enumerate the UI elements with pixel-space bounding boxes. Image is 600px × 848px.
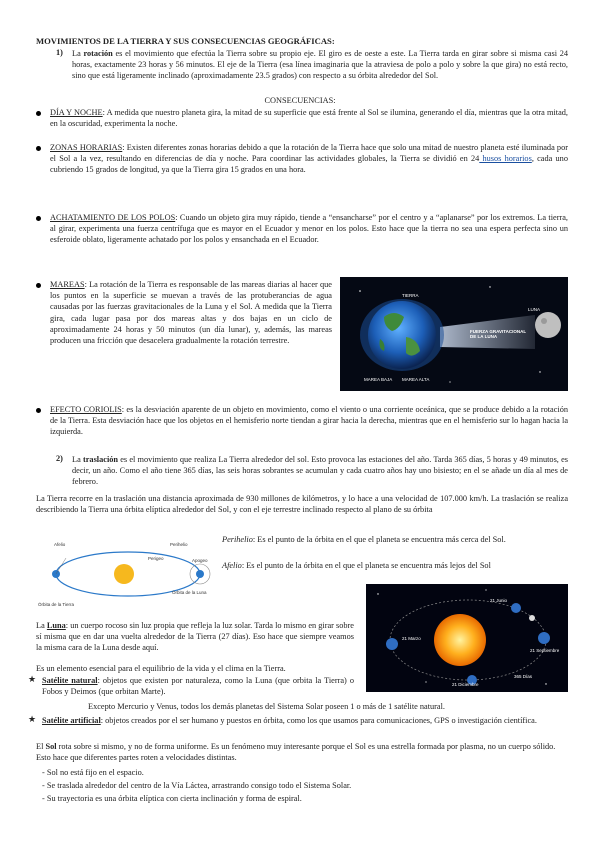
natural-satellite-note: Excepto Mercurio y Venus, todos los demás planetas del Sistema Solar poseen 1 o más de 1 satélite natural. — [88, 702, 445, 711]
time-zones-paragraph — [50, 142, 568, 176]
aphelion-term: Afelio — [222, 561, 242, 570]
artificial-satellite-paragraph — [42, 715, 568, 726]
label-gravity: FUERZA GRAVITACIONAL DE LA LUNA — [470, 329, 527, 339]
tides-illustration — [340, 277, 568, 391]
star-bullet: ★ — [28, 674, 37, 684]
day-night-paragraph — [50, 107, 568, 129]
tides-paragraph — [50, 279, 332, 346]
label-low-tide: MAREA BAJA — [364, 377, 393, 382]
diagram-moon-orbit: Órbita de la Luna — [172, 590, 207, 595]
bullet — [36, 408, 41, 413]
perihelion-term: Perihelio — [222, 535, 253, 544]
natural-satellite-text: : objetos que existen por naturaleza, como la Luna (que orbita la Tierra) o Fobos y Deimos (que orbitan Marte). — [42, 676, 354, 697]
rotation-pre: La — [72, 49, 81, 58]
aphelion-text: : Es el punto de la órbita en el que el planeta se encuentra más lejos del Sol — [241, 561, 491, 570]
translation-detail: La Tierra recorre en la traslación una distancia aproximada de 930 millones de kilómetros, y lo hace a una velocidad de 107.000 km/h. La traslación se realiza describiendo la Tierra una órbita elíptica alrededor del Sol, y con el eje terrestre inclinado respecto al plano de su órbita — [36, 494, 568, 515]
coriolis-term: EFECTO CORIOLIS — [50, 405, 122, 414]
sun-item: - Se traslada alrededor del centro de la Vía Láctea, arrastrando consigo todo el Sistema Solar. — [42, 781, 352, 790]
flattening-text: : Cuando un objeto gira muy rápido, tiende a “ensancharse” por el centro y a “aplanarse” por los extremos. La tierra, al girar, experimenta una fuerza centrífuga que es mayor en el Ecuador y menor en los polos. Esto hace que la tierra no sea una espera perfecta sino un esferoide oblato, ligeramente achatado por los polos y ensanchada en el Ecuador. — [50, 213, 568, 245]
diagram-aphelion: Afelio — [54, 542, 66, 547]
perihelion-definition — [222, 534, 572, 545]
sun-pre: El — [36, 742, 44, 751]
natural-satellite-term: Satélite natural — [42, 676, 98, 685]
orbit-diagram — [36, 540, 216, 612]
bullet — [36, 283, 41, 288]
sun-text: rota sobre si mismo, y no de forma uniforme. Es un fenómeno muy interesante porque el Sol es una estrella formada por plasma, no un cuerpo sólido. Esto hace que diferentes partes roten a velocidades distintas. — [36, 742, 556, 763]
consequences-heading: CONSECUENCIAS: — [264, 96, 336, 105]
seasons-illustration — [366, 584, 568, 692]
label-moon: LUNA — [528, 307, 541, 312]
star-bullet: ★ — [28, 714, 37, 724]
season-days: 365 Días — [514, 674, 533, 679]
bullet — [36, 111, 41, 116]
item-number-2: 2) — [56, 454, 63, 463]
tides-image — [340, 277, 568, 391]
flattening-term: ACHATAMIENTO DE LOS POLOS — [50, 213, 176, 222]
season-date-3: 21 Septiembre — [530, 648, 560, 653]
item-number-1: 1) — [56, 48, 63, 57]
natural-satellite-paragraph — [42, 675, 354, 697]
season-date-4: 21 Diciembre — [452, 682, 479, 687]
sun-item: - Su trayectoria es una órbita elíptica con cierta inclinación y forma de espiral. — [42, 794, 302, 803]
moon-paragraph — [36, 620, 354, 654]
moon-term: Luna — [46, 621, 66, 630]
time-zones-link[interactable]: husos horarios — [479, 154, 532, 164]
sun-paragraph — [36, 741, 568, 763]
bullet — [36, 216, 41, 221]
sun-item: - Sol no está fijo en el espacio. — [42, 768, 144, 777]
coriolis-paragraph — [50, 404, 568, 438]
day-night-text: : A medida que nuestro planeta gira, la mitad de su superficie que está frente al Sol se ilumina, generando el día, mientras que la otra mitad, en la oscuridad, experimenta la noche. — [50, 108, 568, 129]
translation-term: traslación — [82, 455, 119, 464]
coriolis-text: : es la desviación aparente de un objeto en movimiento, como el viento o una corriente oceánica, que se produce debido a la rotación de la Tierra. Esta desviación hace que los objetos en el hemisferio norte tiendan a girar hacia la derecha, mientras que en el hemisferio sur lo hagan hacia la izquierda. — [50, 405, 569, 437]
diagram-perihelion: Perihelio — [170, 542, 188, 547]
artificial-satellite-term: Satélite artificial — [42, 716, 101, 725]
sun-term: Sol — [45, 742, 57, 751]
label-earth: TIERRA — [402, 293, 419, 298]
time-zones-text-end: , cada uno cubriendo 15 grados de longitud, ya que la Tierra gira 15 grados en una hora. — [50, 154, 568, 175]
translation-text: es el movimiento que realiza La Tierra alrededor del sol. Esto provoca las estaciones del año. Tarda 365 días, 5 horas y 49 minutos, es decir, un año. Como el año tiene 365 días, las seis horas sobrantes se acumulan y cada cuatro años hay uno bisiesto; en el se añade un día al mes de febrero. — [72, 455, 568, 487]
translation-paragraph — [72, 454, 568, 488]
moon-pre: La — [36, 621, 45, 630]
translation-pre: La — [72, 455, 81, 464]
aphelion-definition — [222, 560, 572, 571]
season-date-2: 21 Junio — [490, 598, 508, 603]
season-date-1: 21 Marzo — [402, 636, 421, 641]
document-title: MOVIMIENTOS DE LA TIERRA Y SUS CONSECUENCIAS GEOGRÁFICAS: — [36, 36, 335, 46]
time-zones-term: ZONAS HORARIAS — [50, 143, 123, 152]
rotation-paragraph — [72, 48, 568, 82]
day-night-term: DÍA Y NOCHE — [50, 108, 103, 117]
bullet — [36, 146, 41, 151]
diagram-apogee: Apogeo — [192, 558, 208, 563]
perihelion-text: : Es el punto de la órbita en el que el planeta se encuentra más cerca del Sol. — [252, 535, 506, 544]
artificial-satellite-text: : objetos creados por el ser humano y puestos en órbita, como los que usamos para comunicaciones, GPS o investigación científica. — [100, 716, 537, 725]
tides-term: MAREAS — [50, 280, 85, 289]
tides-text: : La rotación de la Tierra es responsable de las mareas diarias al hacer que los puntos en la superficie se muevan a través de las protuberancias de agua causadas por las fuerzas gravitacionales de la Luna y el Sol. A medida que la Tierra gira, cada lugar pasa por dos mareas altas y dos bajas en un ciclo de aproximadamente 24 horas y 50 minutos (un día lunar), y, además, las mareas producen una fricción que desacelera gradualmente la rotación terrestre. — [50, 280, 332, 346]
moon-text: : un cuerpo rocoso sin luz propia que refleja la luz solar. Tarda lo mismo en girar sobre sí misma que en dar una vuelta alrededor de la Tierra (27 días). Eso hace que siempre veamos la misma cara de la Luna desde aquí. — [36, 621, 354, 653]
diagram-perigee: Perigeo — [148, 556, 164, 561]
diagram-earth-orbit: Órbita de la Tierra — [38, 602, 75, 607]
rotation-text: es el movimiento que efectúa la Tierra sobre su propio eje. El giro es de oeste a este. La Tierra tarda en girar sobre si misma casi 24 horas, exactamente 23 horas y 56 minutos. El eje de la Tierra (esa línea imaginaria que la atraviesa de polo a polo y sobre la que gira) no está recto, sino que está ligeramente inclinado (aproximadamente 23.5 grados) con respecto a su órbita alrededor del Sol. — [72, 49, 568, 81]
time-zones-text: : Existen diferentes zonas horarias debido a que la rotación de la Tierra hace que solo una mitad de nuestro planeta esté iluminada por el Sol a la vez, resultando en diferencias de día y noche. Para coordinar las actividades globales, la Tierra se dividió en 24 — [50, 143, 568, 164]
moon-line2: Es un elemento esencial para el equilibrio de la vida y el clima en la Tierra. — [36, 664, 286, 673]
flattening-paragraph — [50, 212, 568, 246]
seasons-image — [366, 584, 568, 692]
rotation-term: rotación — [83, 49, 113, 58]
label-high-tide: MAREA ALTA — [402, 377, 430, 382]
